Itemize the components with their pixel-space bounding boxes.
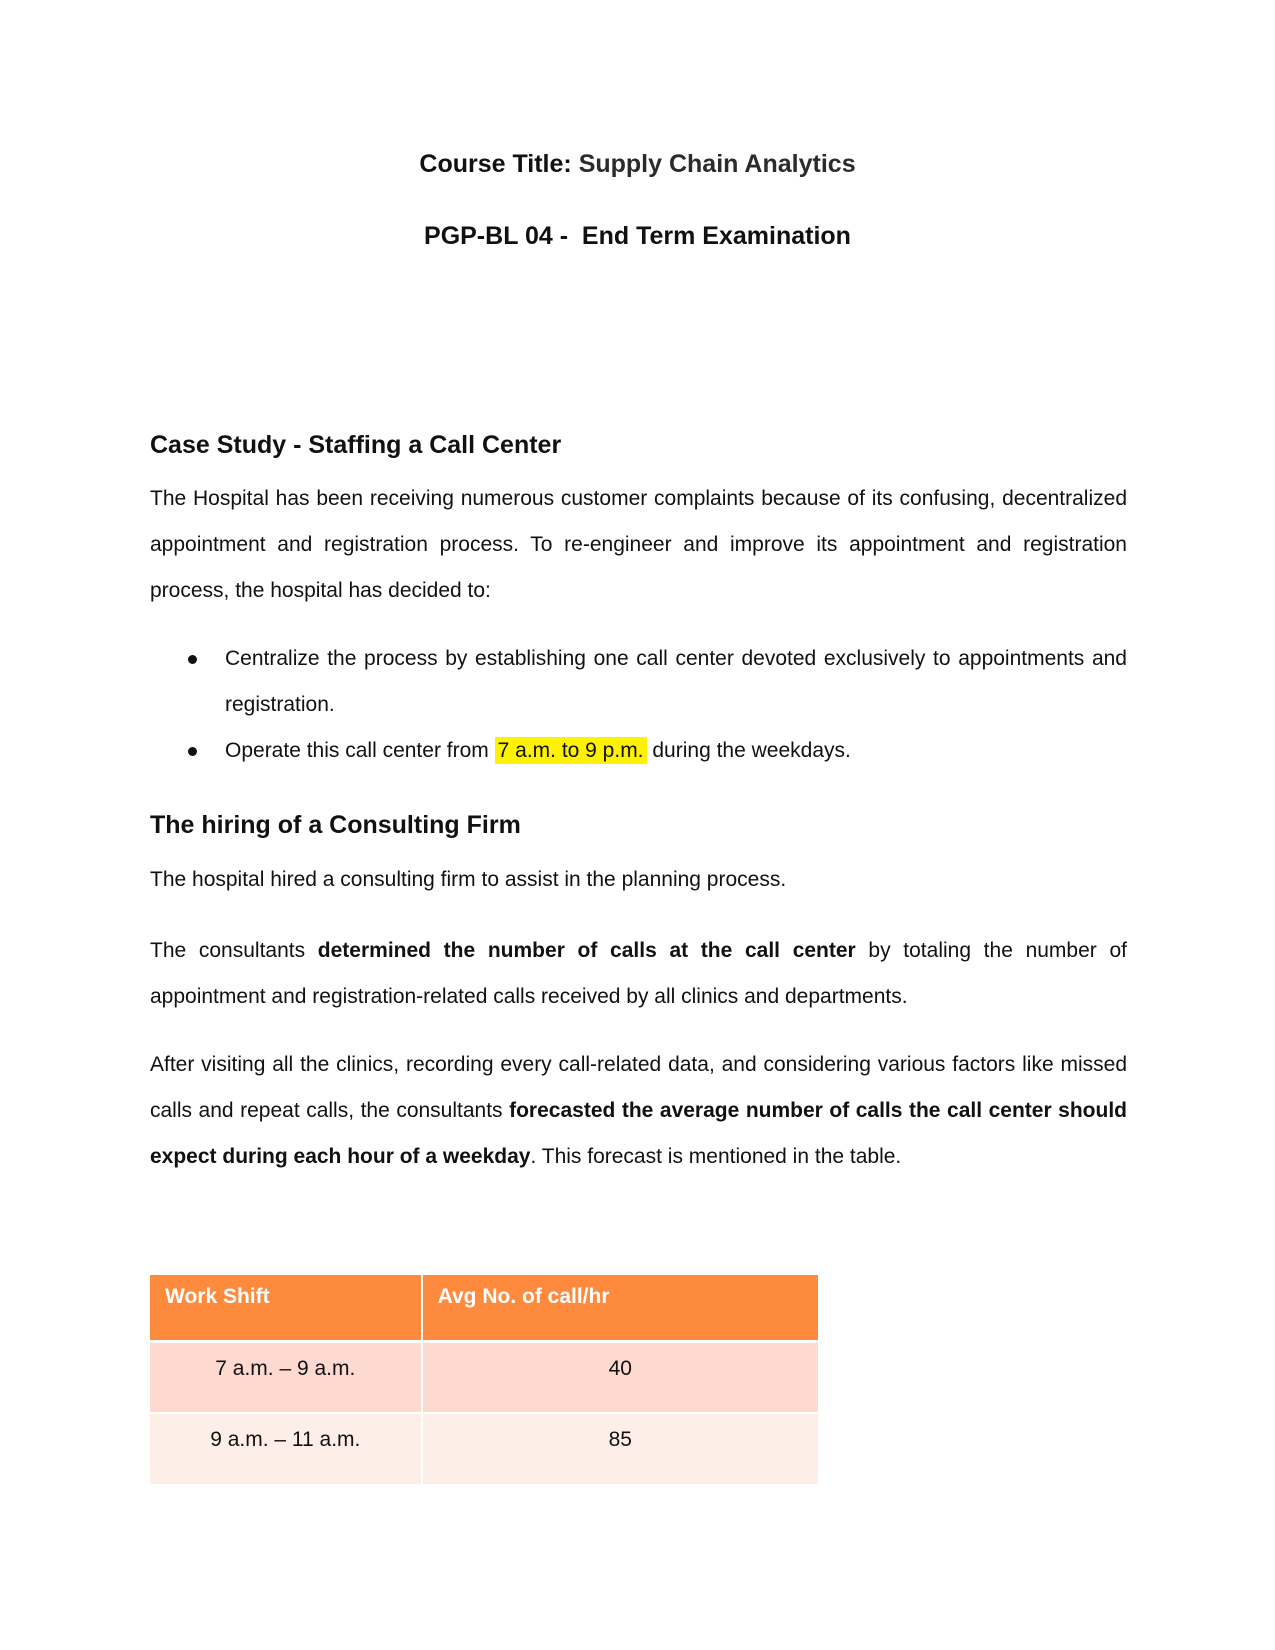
bullet-item [150,728,1127,774]
bullet-text-after: during the weekdays. [652,739,851,762]
highlighted-hours: 7 a.m. to 9 p.m. [495,737,647,764]
bullet-item [150,636,1127,728]
cell-avg-calls: 85 [422,1413,819,1485]
bullet-dot-icon [188,655,197,664]
cell-work-shift: 7 a.m. – 9 a.m. [150,1341,422,1413]
call-forecast-table [150,1275,820,1486]
p2-bold-text: determined the number of calls at the call center [317,939,856,962]
header-work-shift: Work Shift [150,1275,422,1341]
p2-text-before: The consultants [150,939,306,962]
consulting-paragraph-1: The hospital hired a consulting firm to assist in the planning process. [150,868,787,891]
header-avg-calls: Avg No. of call/hr [422,1275,819,1341]
consulting-paragraph-3 [150,1042,1127,1180]
table-header-row [150,1275,819,1341]
p3-bold-text: forecasted the average number of calls the call center should expect during each hour of a weekday [150,1099,1127,1168]
cell-avg-calls: 40 [422,1341,819,1413]
p2-text-after: by totaling the number of appointment and registration-related calls received by all clinics and departments. [150,939,1127,1008]
course-title-value: Supply Chain Analytics [578,150,856,178]
table-row [150,1413,819,1485]
table-row [150,1341,819,1413]
exam-title: PGP-BL 04 - End Term Examination [424,222,851,250]
p3-text-before: After visiting all the clinics, recording every call-related data, and considering various factors like missed calls and repeat calls, the consultants [150,1053,1127,1122]
consulting-paragraph-2 [150,928,1127,1020]
bullet-text: Centralize the process by establishing one call center devoted exclusively to appointments and registration. [225,647,1127,716]
course-title-label: Course Title: [419,150,572,178]
case-study-heading: Case Study - Staffing a Call Center [150,431,562,459]
case-study-intro: The Hospital has been receiving numerous customer complaints because of its confusing, decentralized appointment and registration process. To re-engineer and improve its appointment and registration process, the hospital has decided to: [150,487,1127,602]
bullet-text-before: Operate this call center from [225,739,489,762]
p3-text-after: . This forecast is mentioned in the table. [530,1145,902,1168]
course-title [0,150,1275,179]
case-study-bullets [150,636,1127,774]
consulting-heading: The hiring of a Consulting Firm [150,811,521,839]
bullet-dot-icon [188,747,197,756]
cell-work-shift: 9 a.m. – 11 a.m. [150,1413,422,1485]
